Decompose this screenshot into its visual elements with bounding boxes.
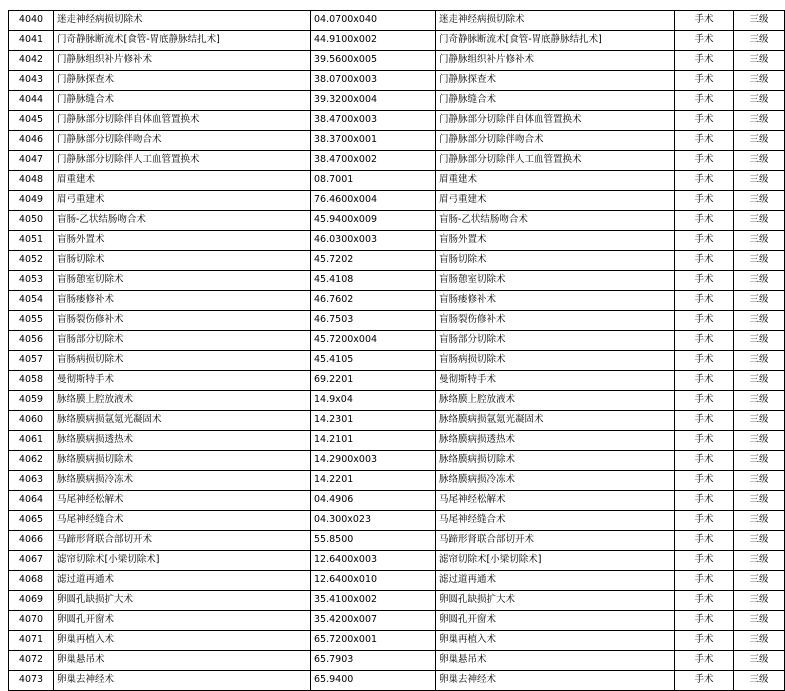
cell-code: 4073 <box>9 671 54 691</box>
table-row <box>9 131 785 151</box>
cell-procedure-icd-code: 38.4700x002 <box>311 151 436 171</box>
cell-level: 三级 <box>734 391 785 411</box>
cell-level: 三级 <box>734 131 785 151</box>
cell-procedure-name: 盲肠憩室切除术 <box>54 271 311 291</box>
cell-category: 手术 <box>675 451 734 471</box>
cell-procedure-icd-code: 45.7200x004 <box>311 331 436 351</box>
table-row <box>9 451 785 471</box>
cell-procedure-icd-code: 04.300x023 <box>311 511 436 531</box>
table-row <box>9 591 785 611</box>
cell-category: 手术 <box>675 651 734 671</box>
cell-procedure-icd-code: 46.0300x003 <box>311 231 436 251</box>
cell-category: 手术 <box>675 271 734 291</box>
table-row <box>9 431 785 451</box>
cell-code: 4041 <box>9 31 54 51</box>
table-row <box>9 111 785 131</box>
table-row <box>9 251 785 271</box>
cell-procedure-icd-code: 46.7503 <box>311 311 436 331</box>
cell-category: 手术 <box>675 51 734 71</box>
table-row <box>9 191 785 211</box>
cell-procedure-name: 盲肠切除术 <box>54 251 311 271</box>
cell-procedure-icd-code: 08.7001 <box>311 171 436 191</box>
cell-level: 三级 <box>734 271 785 291</box>
cell-level: 三级 <box>734 611 785 631</box>
table-row <box>9 171 785 191</box>
cell-level: 三级 <box>734 331 785 351</box>
cell-code: 4068 <box>9 571 54 591</box>
cell-procedure-icd-code: 65.9400 <box>311 671 436 691</box>
cell-procedure-name: 脉络膜病损氩氪光凝固术 <box>54 411 311 431</box>
cell-category: 手术 <box>675 551 734 571</box>
cell-procedure-name-mapped: 滤过道再通术 <box>436 571 675 591</box>
cell-procedure-icd-code: 76.4600x004 <box>311 191 436 211</box>
cell-procedure-name: 门奇静脉断流术[食管-胃底静脉结扎术] <box>54 31 311 51</box>
cell-procedure-name-mapped: 盲肠裂伤修补术 <box>436 311 675 331</box>
table-row <box>9 11 785 31</box>
cell-category: 手术 <box>675 631 734 651</box>
cell-level: 三级 <box>734 631 785 651</box>
cell-procedure-name: 盲肠部分切除术 <box>54 331 311 351</box>
table-body <box>9 11 785 691</box>
cell-procedure-name-mapped: 盲肠外置术 <box>436 231 675 251</box>
cell-procedure-name-mapped: 滤帘切除术[小梁切除术] <box>436 551 675 571</box>
cell-category: 手术 <box>675 571 734 591</box>
table-row <box>9 631 785 651</box>
cell-procedure-icd-code: 45.4105 <box>311 351 436 371</box>
cell-procedure-name-mapped: 曼彻斯特手术 <box>436 371 675 391</box>
cell-category: 手术 <box>675 251 734 271</box>
cell-procedure-name-mapped: 脉络膜病损冷冻术 <box>436 471 675 491</box>
cell-category: 手术 <box>675 311 734 331</box>
cell-procedure-name: 盲肠病损切除术 <box>54 351 311 371</box>
cell-code: 4045 <box>9 111 54 131</box>
cell-procedure-icd-code: 12.6400x003 <box>311 551 436 571</box>
cell-code: 4066 <box>9 531 54 551</box>
cell-category: 手术 <box>675 131 734 151</box>
table-row <box>9 551 785 571</box>
cell-code: 4056 <box>9 331 54 351</box>
table-row <box>9 471 785 491</box>
cell-procedure-name: 马尾神经缝合术 <box>54 511 311 531</box>
cell-procedure-name-mapped: 卵巢再植入术 <box>436 631 675 651</box>
cell-procedure-icd-code: 45.9400x009 <box>311 211 436 231</box>
cell-procedure-name-mapped: 马尾神经松解术 <box>436 491 675 511</box>
cell-code: 4055 <box>9 311 54 331</box>
cell-procedure-name: 盲肠裂伤修补术 <box>54 311 311 331</box>
cell-procedure-name: 门静脉组织补片修补术 <box>54 51 311 71</box>
cell-procedure-name: 脉络膜病损冷冻术 <box>54 471 311 491</box>
cell-procedure-icd-code: 12.6400x010 <box>311 571 436 591</box>
cell-code: 4040 <box>9 11 54 31</box>
cell-code: 4050 <box>9 211 54 231</box>
cell-procedure-name: 盲肠-乙状结肠吻合术 <box>54 211 311 231</box>
cell-procedure-name-mapped: 脉络膜病损切除术 <box>436 451 675 471</box>
cell-level: 三级 <box>734 511 785 531</box>
cell-level: 三级 <box>734 211 785 231</box>
cell-procedure-name: 曼彻斯特手术 <box>54 371 311 391</box>
table-row <box>9 371 785 391</box>
cell-procedure-icd-code: 14.2101 <box>311 431 436 451</box>
cell-level: 三级 <box>734 31 785 51</box>
cell-procedure-icd-code: 45.4108 <box>311 271 436 291</box>
cell-procedure-name: 门静脉部分切除伴人工血管置换术 <box>54 151 311 171</box>
cell-procedure-icd-code: 69.2201 <box>311 371 436 391</box>
cell-category: 手术 <box>675 31 734 51</box>
cell-category: 手术 <box>675 111 734 131</box>
cell-procedure-name: 卵巢悬吊术 <box>54 651 311 671</box>
cell-category: 手术 <box>675 411 734 431</box>
table-row <box>9 571 785 591</box>
cell-category: 手术 <box>675 191 734 211</box>
cell-level: 三级 <box>734 451 785 471</box>
cell-procedure-name-mapped: 门静脉部分切除伴吻合术 <box>436 131 675 151</box>
cell-code: 4064 <box>9 491 54 511</box>
cell-procedure-name: 卵圆孔缺损扩大术 <box>54 591 311 611</box>
table-row <box>9 31 785 51</box>
cell-category: 手术 <box>675 471 734 491</box>
cell-procedure-name-mapped: 脉络膜病损氩氪光凝固术 <box>436 411 675 431</box>
cell-level: 三级 <box>734 311 785 331</box>
cell-procedure-name-mapped: 迷走神经病损切除术 <box>436 11 675 31</box>
cell-procedure-icd-code: 65.7903 <box>311 651 436 671</box>
table-row <box>9 391 785 411</box>
cell-procedure-name-mapped: 马蹄形肾联合部切开术 <box>436 531 675 551</box>
cell-level: 三级 <box>734 291 785 311</box>
cell-category: 手术 <box>675 511 734 531</box>
cell-level: 三级 <box>734 51 785 71</box>
cell-procedure-icd-code: 45.7202 <box>311 251 436 271</box>
cell-procedure-name: 盲肠瘘修补术 <box>54 291 311 311</box>
cell-code: 4042 <box>9 51 54 71</box>
cell-category: 手术 <box>675 351 734 371</box>
cell-level: 三级 <box>734 71 785 91</box>
cell-level: 三级 <box>734 171 785 191</box>
cell-procedure-icd-code: 38.3700x001 <box>311 131 436 151</box>
cell-procedure-name-mapped: 卵巢去神经术 <box>436 671 675 691</box>
cell-procedure-name-mapped: 卵圆孔缺损扩大术 <box>436 591 675 611</box>
cell-procedure-name-mapped: 盲肠-乙状结肠吻合术 <box>436 211 675 231</box>
cell-level: 三级 <box>734 151 785 171</box>
cell-code: 4058 <box>9 371 54 391</box>
cell-level: 三级 <box>734 111 785 131</box>
cell-level: 三级 <box>734 91 785 111</box>
table-row <box>9 151 785 171</box>
cell-level: 三级 <box>734 431 785 451</box>
cell-procedure-name-mapped: 门静脉组织补片修补术 <box>436 51 675 71</box>
table-row <box>9 51 785 71</box>
cell-level: 三级 <box>734 651 785 671</box>
cell-procedure-name-mapped: 盲肠切除术 <box>436 251 675 271</box>
cell-procedure-name-mapped: 门静脉探查术 <box>436 71 675 91</box>
cell-procedure-icd-code: 14.2201 <box>311 471 436 491</box>
cell-procedure-name-mapped: 卵圆孔开窗术 <box>436 611 675 631</box>
cell-level: 三级 <box>734 471 785 491</box>
cell-code: 4059 <box>9 391 54 411</box>
cell-code: 4053 <box>9 271 54 291</box>
cell-procedure-name-mapped: 门静脉缝合术 <box>436 91 675 111</box>
cell-procedure-name: 马蹄形肾联合部切开术 <box>54 531 311 551</box>
cell-level: 三级 <box>734 191 785 211</box>
cell-procedure-icd-code: 04.4906 <box>311 491 436 511</box>
cell-category: 手术 <box>675 211 734 231</box>
cell-code: 4043 <box>9 71 54 91</box>
table-row <box>9 71 785 91</box>
cell-procedure-name: 马尾神经松解术 <box>54 491 311 511</box>
table-row <box>9 351 785 371</box>
cell-level: 三级 <box>734 351 785 371</box>
cell-procedure-name-mapped: 脉络膜病损透热术 <box>436 431 675 451</box>
table-row <box>9 651 785 671</box>
cell-procedure-icd-code: 35.4100x002 <box>311 591 436 611</box>
cell-procedure-name: 眉弓重建术 <box>54 191 311 211</box>
cell-procedure-icd-code: 04.0700x040 <box>311 11 436 31</box>
cell-code: 4049 <box>9 191 54 211</box>
cell-procedure-icd-code: 38.0700x003 <box>311 71 436 91</box>
cell-level: 三级 <box>734 551 785 571</box>
cell-category: 手术 <box>675 371 734 391</box>
cell-code: 4071 <box>9 631 54 651</box>
cell-category: 手术 <box>675 531 734 551</box>
table-row <box>9 531 785 551</box>
cell-procedure-name: 脉络膜上腔放液术 <box>54 391 311 411</box>
cell-procedure-name: 卵巢再植入术 <box>54 631 311 651</box>
cell-procedure-name-mapped: 卵巢悬吊术 <box>436 651 675 671</box>
cell-code: 4057 <box>9 351 54 371</box>
table-row <box>9 411 785 431</box>
cell-procedure-icd-code: 44.9100x002 <box>311 31 436 51</box>
cell-level: 三级 <box>734 411 785 431</box>
cell-level: 三级 <box>734 11 785 31</box>
cell-code: 4046 <box>9 131 54 151</box>
cell-level: 三级 <box>734 231 785 251</box>
cell-procedure-name: 门静脉探查术 <box>54 71 311 91</box>
cell-code: 4061 <box>9 431 54 451</box>
cell-code: 4070 <box>9 611 54 631</box>
cell-code: 4052 <box>9 251 54 271</box>
cell-category: 手术 <box>675 491 734 511</box>
cell-procedure-name: 卵圆孔开窗术 <box>54 611 311 631</box>
cell-category: 手术 <box>675 611 734 631</box>
table-row <box>9 511 785 531</box>
cell-code: 4062 <box>9 451 54 471</box>
cell-code: 4044 <box>9 91 54 111</box>
cell-code: 4048 <box>9 171 54 191</box>
table-row <box>9 671 785 691</box>
cell-procedure-name-mapped: 盲肠瘘修补术 <box>436 291 675 311</box>
cell-procedure-icd-code: 39.3200x004 <box>311 91 436 111</box>
cell-procedure-name-mapped: 盲肠部分切除术 <box>436 331 675 351</box>
cell-procedure-name-mapped: 脉络膜上腔放液术 <box>436 391 675 411</box>
cell-category: 手术 <box>675 671 734 691</box>
table-row <box>9 311 785 331</box>
cell-procedure-icd-code: 39.5600x005 <box>311 51 436 71</box>
cell-category: 手术 <box>675 151 734 171</box>
cell-procedure-name-mapped: 门奇静脉断流术[食管-胃底静脉结扎术] <box>436 31 675 51</box>
cell-level: 三级 <box>734 371 785 391</box>
cell-procedure-icd-code: 14.2900x003 <box>311 451 436 471</box>
cell-procedure-name: 迷走神经病损切除术 <box>54 11 311 31</box>
cell-level: 三级 <box>734 571 785 591</box>
cell-procedure-name: 卵巢去神经术 <box>54 671 311 691</box>
cell-code: 4047 <box>9 151 54 171</box>
cell-code: 4069 <box>9 591 54 611</box>
cell-category: 手术 <box>675 591 734 611</box>
cell-procedure-name: 眉重建术 <box>54 171 311 191</box>
cell-procedure-name-mapped: 门静脉部分切除伴自体血管置换术 <box>436 111 675 131</box>
cell-procedure-name-mapped: 马尾神经缝合术 <box>436 511 675 531</box>
cell-procedure-icd-code: 46.7602 <box>311 291 436 311</box>
cell-level: 三级 <box>734 251 785 271</box>
cell-procedure-name: 脉络膜病损切除术 <box>54 451 311 471</box>
cell-category: 手术 <box>675 171 734 191</box>
cell-level: 三级 <box>734 491 785 511</box>
cell-category: 手术 <box>675 71 734 91</box>
cell-procedure-name-mapped: 眉重建术 <box>436 171 675 191</box>
cell-procedure-icd-code: 14.9x04 <box>311 391 436 411</box>
cell-category: 手术 <box>675 231 734 251</box>
cell-procedure-name: 滤帘切除术[小梁切除术] <box>54 551 311 571</box>
table-row <box>9 611 785 631</box>
table-row <box>9 211 785 231</box>
cell-category: 手术 <box>675 431 734 451</box>
table-row <box>9 331 785 351</box>
table-row <box>9 291 785 311</box>
cell-code: 4051 <box>9 231 54 251</box>
table-row <box>9 91 785 111</box>
cell-category: 手术 <box>675 91 734 111</box>
table-row <box>9 491 785 511</box>
cell-code: 4063 <box>9 471 54 491</box>
cell-procedure-name-mapped: 眉弓重建术 <box>436 191 675 211</box>
table-row <box>9 231 785 251</box>
cell-level: 三级 <box>734 591 785 611</box>
cell-category: 手术 <box>675 291 734 311</box>
cell-code: 4060 <box>9 411 54 431</box>
cell-procedure-icd-code: 65.7200x001 <box>311 631 436 651</box>
cell-procedure-name-mapped: 盲肠病损切除术 <box>436 351 675 371</box>
cell-code: 4072 <box>9 651 54 671</box>
cell-procedure-name: 门静脉部分切除伴自体血管置换术 <box>54 111 311 131</box>
cell-code: 4065 <box>9 511 54 531</box>
cell-procedure-icd-code: 35.4200x007 <box>311 611 436 631</box>
cell-procedure-name: 滤过道再通术 <box>54 571 311 591</box>
cell-procedure-name: 盲肠外置术 <box>54 231 311 251</box>
cell-procedure-name: 门静脉缝合术 <box>54 91 311 111</box>
cell-category: 手术 <box>675 391 734 411</box>
cell-category: 手术 <box>675 11 734 31</box>
cell-procedure-icd-code: 38.4700x003 <box>311 111 436 131</box>
cell-procedure-icd-code: 14.2301 <box>311 411 436 431</box>
cell-category: 手术 <box>675 331 734 351</box>
cell-procedure-name-mapped: 门静脉部分切除伴人工血管置换术 <box>436 151 675 171</box>
cell-procedure-name: 脉络膜病损透热术 <box>54 431 311 451</box>
procedure-catalog-table <box>8 10 785 691</box>
cell-code: 4054 <box>9 291 54 311</box>
cell-procedure-name: 门静脉部分切除伴吻合术 <box>54 131 311 151</box>
cell-code: 4067 <box>9 551 54 571</box>
cell-level: 三级 <box>734 531 785 551</box>
cell-procedure-name-mapped: 盲肠憩室切除术 <box>436 271 675 291</box>
cell-level: 三级 <box>734 671 785 691</box>
table-row <box>9 271 785 291</box>
cell-procedure-icd-code: 55.8500 <box>311 531 436 551</box>
